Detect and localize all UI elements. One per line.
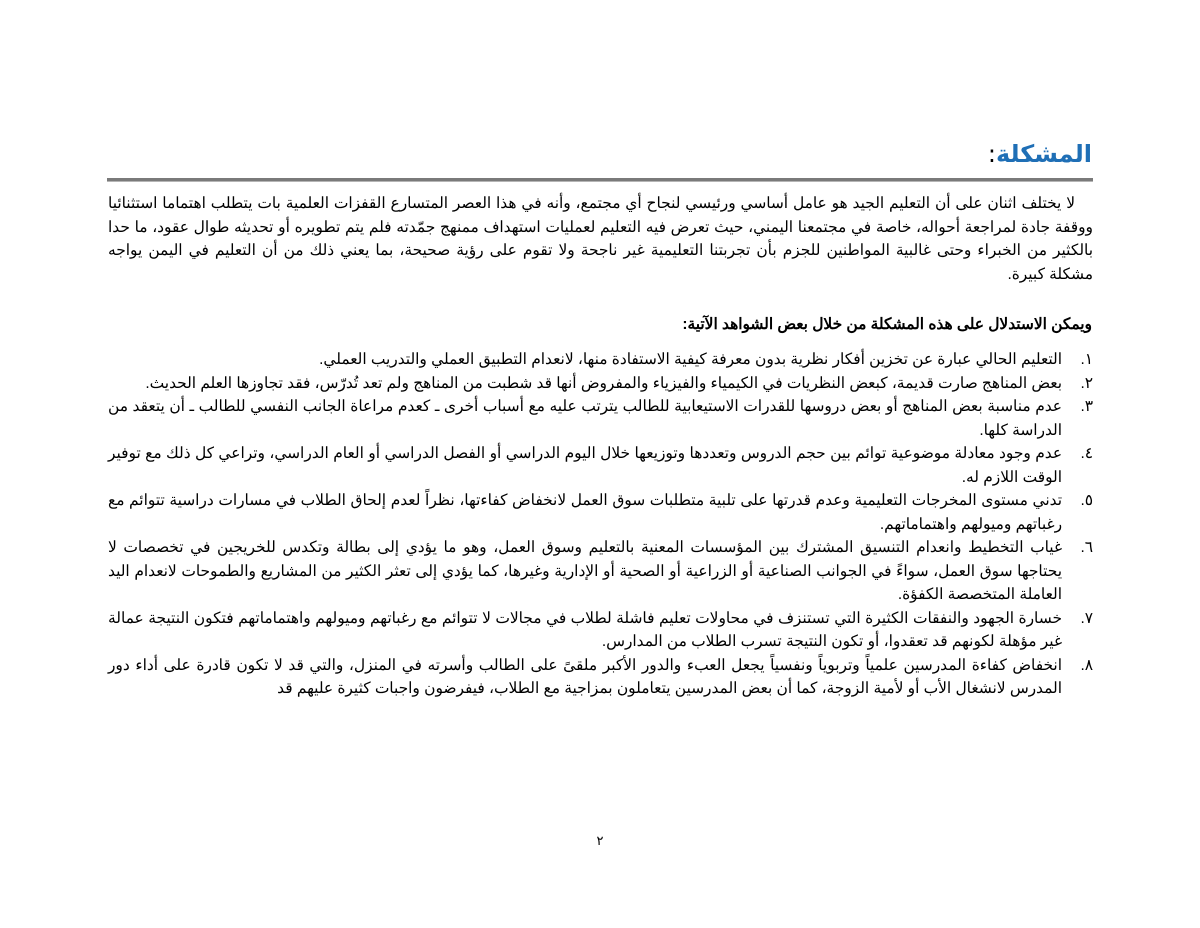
list-item [108, 536, 1093, 607]
list-item-number: ٥. [1080, 492, 1093, 509]
page-number: ٢ [596, 833, 604, 848]
list-item-number: ٧. [1080, 609, 1093, 627]
list-item-text: بعض المناهج صارت قديمة، كبعض النظريات في الكيمياء والفيزياء والمفروض أنها قد شطبت من المناهج ولم تعد تُدرّس، فقد تجاوزها العلم الحديث. [145, 374, 1062, 392]
list-item [108, 654, 1093, 701]
list-item-text: عدم وجود معادلة موضوعية توائم بين حجم الدروس وتعددها وتوزيعها خلال اليوم الدراسي أو الفصل الدراسي أو العام الدراسي، وتراعي كل ذلك مع توفير الوقت اللازم له. [108, 445, 1062, 486]
list-item-number: ٢. [1080, 374, 1093, 392]
list-item [108, 372, 1093, 396]
list-item [108, 442, 1093, 489]
list-item-number: ١. [1080, 351, 1093, 368]
list-item-text: تدني مستوى المخرجات التعليمية وعدم قدرتها على تلبية متطلبات سوق العمل لانخفاض كفاءتها، نظراً لعدم إلحاق الطلاب في مسارات دراسية تتوائم مع رغباتهم وميولهم واهتماماتهم. [108, 492, 1062, 533]
list-item-text: غياب التخطيط وانعدام التنسيق المشترك بين المؤسسات المعنية بالتعليم وسوق العمل، وهو ما يؤدي إلى بطالة وتكدس للخريجين في تخصصات لا يحتاجها سوق العمل، سواءً في الجوانب الصناعية أو الزراعية أو الصحية أو الإدارية وغيرها، كما يؤدي إلى تعثر الكثير من المشاريع والطموحات لانعدام اليد العاملة المتخصصة الكفؤة. [108, 539, 1062, 603]
section-heading [988, 136, 1092, 172]
list-item-text: خسارة الجهود والنفقات الكثيرة التي تستنزف في محاولات تعليم فاشلة لطلاب في مجالات لا تتوائم مع رغباتهم وميولهم واهتماماتهم فتكون النتيجة عمالة غير مؤهلة لكونهم قد تعقدوا، أو تكون النتيجة تسرب الطلاب من المدارس. [108, 609, 1062, 650]
evidence-list [108, 348, 1093, 701]
list-item-number: ٤. [1080, 445, 1093, 462]
list-item-number: ٨. [1080, 656, 1093, 674]
heading-title: المشكلة [995, 140, 1092, 168]
heading-divider [107, 178, 1093, 182]
evidence-lead-in: ويمكن الاستدلال على هذه المشكلة من خلال بعض الشواهد الآتية: [682, 316, 1092, 333]
list-item-text: عدم مناسبة بعض المناهج أو بعض دروسها للقدرات الاستيعابية للطالب يترتب عليه مع أسباب أخرى ـ كعدم مراعاة الجانب النفسي للطالب ـ أن يتعقد من الدراسة كلها. [108, 398, 1062, 439]
list-item-number: ٦. [1080, 539, 1093, 556]
list-item [108, 395, 1093, 442]
list-item-text: انخفاض كفاءة المدرسين علمياً وتربوياً ونفسياً يجعل العبء والدور الأكبر ملقىً على الطالب وأسرته في المنزل، والتي قد لا تكون قادرة على أداء دور المدرس لانشغال الأب أو لأمية الزوجة، كما أن بعض المدرسين يتعاملون بمزاجية مع الطلاب، فيفرضون واجبات كثيرة عليهم قد [108, 656, 1062, 697]
list-item-number: ٣. [1080, 398, 1093, 415]
list-item [108, 607, 1093, 654]
intro-text: لا يختلف اثنان على أن التعليم الجيد هو عامل أساسي ورئيسي لنجاح أي مجتمع، وأنه في هذا العصر المتسارع القفزات العلمية بات يتطلب اهتماما استثنائيا ووقفة جادة لمراجعة أحواله، خاصة في مجتمعنا اليمني، حيث تعرض فيه التعليم لعمليات استهداف ممنهج جمّدته فلم يتم تطويره أو تحديثه طوال عقود، ما حدا بالكثير من الخبراء وحتى غالبية المواطنين للجزم بأن تجربتنا التعليمية غير ناجحة ولا تقوم على رؤية صحيحة، بما يعني ذلك من أن التعليم في اليمن يواجه مشكلة كبيرة. [108, 195, 1093, 283]
intro-paragraph [108, 192, 1093, 286]
list-item [108, 348, 1093, 372]
list-item [108, 489, 1093, 536]
heading-colon: : [987, 140, 996, 168]
list-item-text: التعليم الحالي عبارة عن تخزين أفكار نظرية بدون معرفة كيفية الاستفادة منها، لانعدام التطبيق العملي والتدريب العملي. [319, 351, 1062, 368]
